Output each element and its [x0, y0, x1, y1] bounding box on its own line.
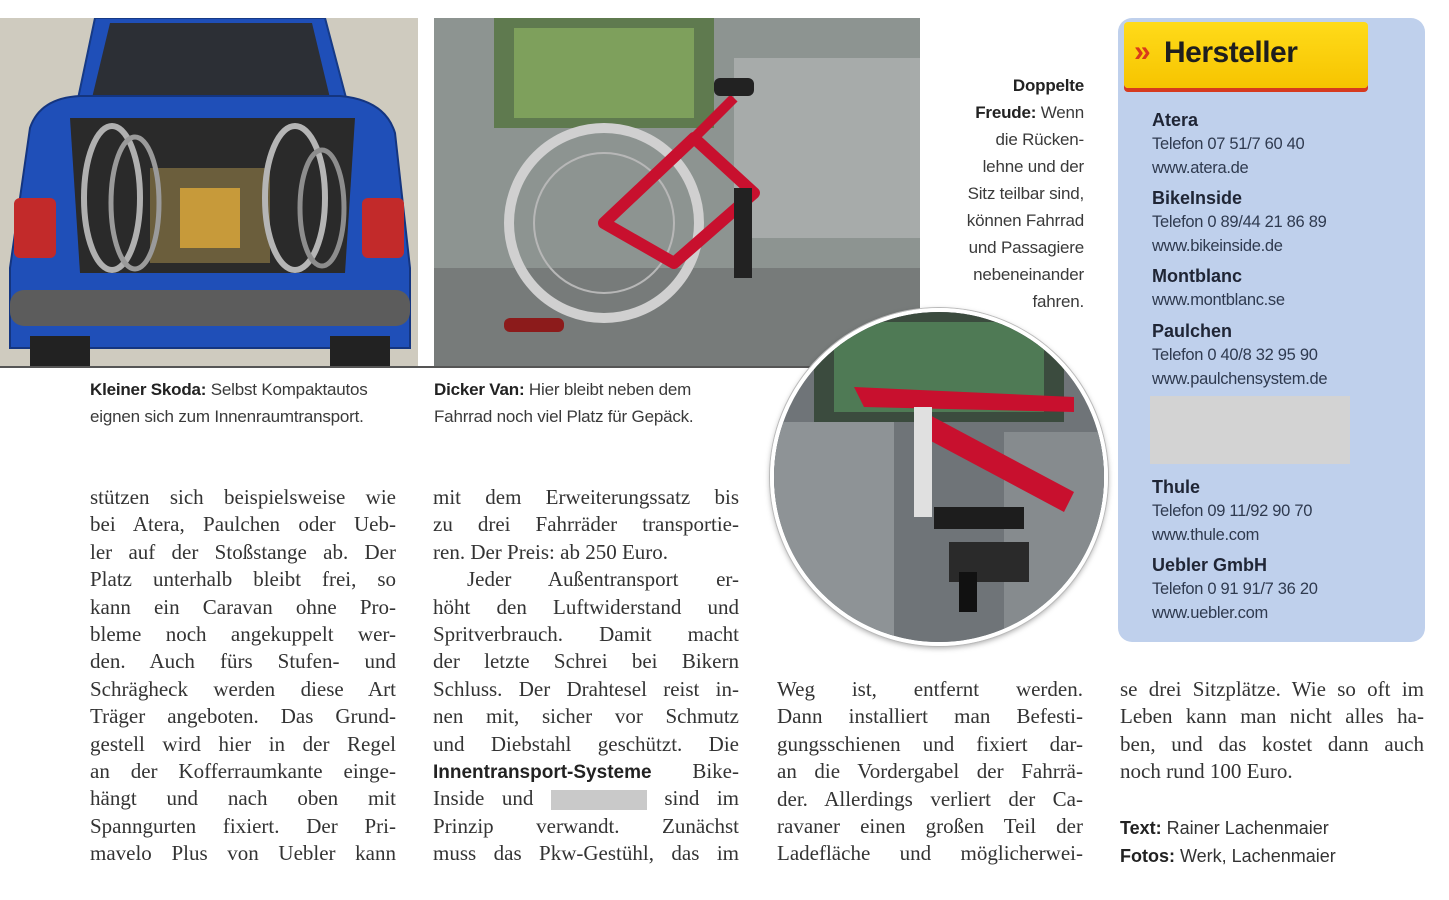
text-line: Träger angeboten. Das Grund-	[90, 704, 396, 729]
hersteller-entry-montblanc	[1152, 264, 1285, 312]
text-line: Spanngurten fixiert. Der Pri-	[90, 813, 396, 838]
hersteller-url[interactable]: www.uebler.com	[1152, 604, 1268, 622]
hersteller-entry-paulchen	[1152, 319, 1327, 391]
text-column-2	[433, 484, 739, 867]
text-line	[433, 785, 739, 812]
photo-van	[434, 18, 920, 366]
hersteller-title: Hersteller	[1164, 36, 1298, 69]
text-line: stützen sich beispielsweise wie	[90, 485, 396, 509]
credits-photo-value: Werk, Lachenmaier	[1174, 846, 1336, 866]
text-line: bei Atera, Paulchen oder Ueb-	[90, 512, 396, 537]
credits-text-label: Text:	[1120, 818, 1162, 838]
hersteller-entry-atera	[1152, 108, 1304, 180]
bike-mount-illustration	[774, 312, 1104, 642]
double-chevron-icon: »	[1134, 35, 1151, 68]
text-line: mit dem Erweiterungssatz bis	[433, 485, 739, 509]
caption-doppelt-line: die Rücken-	[995, 130, 1084, 149]
text-line: Platz unterhalb bleibt frei, so	[90, 567, 396, 592]
text-line: Schluss. Der Drahtesel reist in-	[433, 676, 739, 701]
hersteller-phone: Telefon 0 40/8 32 95 90	[1152, 346, 1318, 364]
hersteller-phone: Telefon 0 91 91/7 36 20	[1152, 580, 1318, 598]
caption-doppelt-line: fahren.	[1032, 292, 1084, 311]
caption-van-lead: Dicker Van:	[434, 380, 525, 399]
credits-text-value: Rainer Lachenmaier	[1161, 818, 1329, 838]
text-line: ren. Der Preis: ab 250 Euro.	[433, 539, 669, 564]
hersteller-url[interactable]: www.atera.de	[1152, 159, 1249, 177]
caption-doppelt-line: können Fahrrad	[966, 211, 1084, 230]
caption-skoda-line: Selbst Kompaktautos	[206, 380, 368, 399]
text-line: bleme noch angekuppelt wer-	[90, 621, 396, 646]
caption-doppelt-line: und Passagiere	[968, 238, 1084, 257]
text-line: gestell wird hier in der Regel	[90, 731, 396, 756]
text-line: muss das Pkw-Gestühl, das im	[433, 841, 739, 866]
text-column-4	[1120, 676, 1424, 786]
van-interior-illustration	[434, 18, 920, 366]
hersteller-entry-uebler	[1152, 553, 1318, 625]
hersteller-name: Atera	[1152, 110, 1199, 130]
text-line: noch rund 100 Euro.	[1120, 759, 1293, 784]
caption-doppelt-lead: Doppelte	[1012, 76, 1084, 95]
skoda-car-illustration	[0, 18, 418, 366]
hersteller-phone: Telefon 09 11/92 90 70	[1152, 502, 1313, 520]
hersteller-name: Montblanc	[1152, 266, 1242, 286]
text-line: und Diebstahl geschützt. Die	[433, 731, 739, 756]
text-line	[433, 758, 739, 785]
hersteller-phone: Telefon 0 89/44 21 86 89	[1152, 213, 1327, 231]
caption-van-line: Hier bleibt neben dem	[524, 380, 692, 399]
text-line: Spritverbrauch. Damit macht	[433, 621, 739, 646]
caption-van-line: Fahrrad noch viel Platz für Gepäck.	[434, 407, 694, 426]
hersteller-url[interactable]: www.bikeinside.de	[1152, 237, 1283, 255]
credits-photos	[1120, 842, 1336, 870]
hersteller-phone: Telefon 07 51/7 60 40	[1152, 135, 1305, 153]
text-fragment: Inside und	[433, 786, 534, 811]
text-line: Jeder Außentransport er-	[467, 567, 739, 592]
text-fragment: Bike-	[692, 758, 739, 783]
photo-round-bike-mount	[770, 308, 1108, 646]
caption-doppelt-line: lehne und der	[982, 157, 1084, 176]
text-column-1	[90, 484, 396, 867]
text-line: an der Kofferraumkante einge-	[90, 758, 396, 783]
text-line: höht den Luftwiderstand und	[433, 594, 739, 619]
caption-skoda-line: eignen sich zum Innenraumtransport.	[90, 407, 364, 426]
photo-divider-line	[0, 366, 436, 368]
caption-van	[434, 376, 693, 430]
caption-doppelt-line: Wenn	[1036, 103, 1084, 122]
text-line: Weg ist, entfernt werden.	[777, 677, 1083, 701]
credits-text	[1120, 814, 1329, 842]
hersteller-name: Uebler GmbH	[1152, 555, 1268, 575]
text-line: se drei Sitzplätze. Wie so oft im	[1120, 677, 1424, 701]
text-fragment: sind im	[664, 786, 739, 811]
caption-skoda	[90, 376, 368, 430]
caption-doppelt-line: Sitz teilbar sind,	[967, 184, 1084, 203]
hersteller-url[interactable]: www.montblanc.se	[1152, 291, 1285, 309]
hersteller-name: Thule	[1152, 477, 1200, 497]
text-line: kann ein Caravan ohne Pro-	[90, 594, 396, 619]
text-line: zu drei Fahrräder transportie-	[433, 512, 739, 537]
caption-doppelt-line: nebeneinander	[973, 265, 1084, 284]
text-line: nen mit, sicher vor Schmutz	[433, 704, 739, 729]
text-column-3	[777, 676, 1083, 868]
redacted-entry	[1150, 396, 1350, 464]
hersteller-url[interactable]: www.thule.com	[1152, 526, 1260, 544]
hersteller-entry-bikeinside	[1152, 186, 1326, 258]
caption-doppelt-lead: Freude:	[975, 103, 1037, 122]
hersteller-entry-thule	[1152, 475, 1312, 547]
photo-skoda	[0, 18, 418, 366]
text-line: hängt und nach oben mit	[90, 786, 396, 811]
caption-skoda-lead: Kleiner Skoda:	[90, 380, 207, 399]
text-line: der letzte Schrei bei Bikern	[433, 649, 739, 674]
hersteller-header	[1124, 22, 1368, 88]
text-line: Ladefläche und möglicherwei-	[777, 841, 1083, 866]
hersteller-url[interactable]: www.paulchensystem.de	[1152, 370, 1328, 388]
text-line: ravaner einen großen Teil der	[777, 813, 1083, 838]
redacted-inline	[551, 790, 647, 810]
text-line: Leben kann man nicht alles ha-	[1120, 704, 1424, 729]
hersteller-name: BikeInside	[1152, 188, 1243, 208]
text-line: ben, und das kostet dann auch	[1120, 731, 1424, 756]
caption-doppelt	[924, 72, 1084, 315]
text-line: Prinzip verwandt. Zunächst	[433, 813, 739, 838]
text-line: ler auf der Stoßstange ab. Der	[90, 539, 396, 564]
text-line: gungsschienen und fixiert dar-	[777, 731, 1083, 756]
text-line: Schrägheck werden diese Art	[90, 676, 396, 701]
text-line: der. Allerdings verliert der Ca-	[777, 786, 1083, 811]
text-line: an die Vordergabel der Fahrrä-	[777, 759, 1083, 784]
hersteller-box	[1118, 18, 1425, 642]
credits-photo-label: Fotos:	[1120, 846, 1175, 866]
hersteller-name: Paulchen	[1152, 321, 1233, 341]
text-line: Dann installiert man Befesti-	[777, 704, 1083, 729]
text-line: mavelo Plus von Uebler kann	[90, 841, 396, 866]
bold-term: Innentransport-Systeme	[433, 761, 652, 783]
text-line: den. Auch fürs Stufen- und	[90, 649, 396, 674]
